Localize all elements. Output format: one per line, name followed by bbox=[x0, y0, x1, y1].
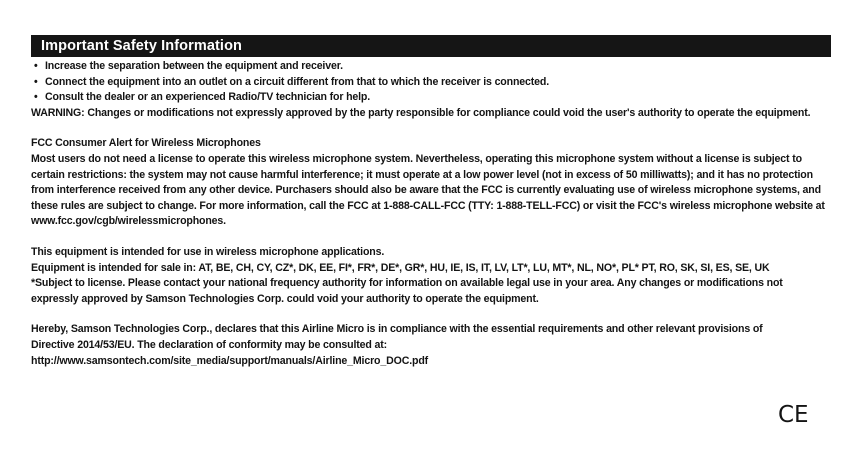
intended-use-line: This equipment is intended for use in wireless microphone applications. bbox=[31, 245, 385, 258]
list-item: • Connect the equipment into an outlet on a circuit different from that to which the receiver is connected. bbox=[31, 75, 831, 91]
warning-paragraph: WARNING: Changes or modifications not expressly approved by the party responsible for compliance could void the user's authority to operate the equipment. bbox=[31, 106, 811, 119]
declaration-text: Hereby, Samson Technologies Corp., declares that this Airline Micro is in compliance with the essential requirements and other relevant provisions of Directive 2014/53/EU. The declaration of conformity may be consulted at: bbox=[31, 323, 763, 351]
ce-mark-icon: CE bbox=[778, 402, 809, 428]
fcc-alert-body: Most users do not need a license to operate this wireless microphone system. Nevertheless, operating this microphone system without a license is subject to certain restrictions: the system may not cause harmful interference; it must operate at a low power level (not in excess of 50 milliwatts); and it has no protection from interference received from any other device. Purchasers should also be aware that the FCC is currently evaluating use of wireless microphone systems, and these rules are subject to change. For more information, call the FCC at 1-888-CALL-FCC (TTY: 1-888-TELL-FCC) or visit the FCC's wireless microphone website at www.fcc.gov/cgb/wirelessmicrophones. bbox=[31, 152, 825, 228]
list-item: • Increase the separation between the equipment and receiver. bbox=[31, 59, 831, 75]
section-title-bar bbox=[31, 35, 831, 57]
section-title: Important Safety Information bbox=[41, 38, 242, 54]
declaration-section bbox=[31, 322, 771, 369]
declaration-url[interactable]: http://www.samsontech.com/site_media/support/manuals/Airline_Micro_DOC.pdf bbox=[31, 354, 429, 367]
safety-content bbox=[31, 59, 831, 369]
sale-countries-line: Equipment is intended for sale in: AT, BE, CH, CY, CZ*, DK, EE, FI*, FR*, DE*, GR*, HU, IE, IS, IT, LV, LT*, LU, MT*, NL, NO*, PL* PT, RO, SK, SI, ES, SE, UK bbox=[31, 261, 770, 274]
interference-tips-list bbox=[31, 59, 831, 106]
intended-use-section bbox=[31, 245, 831, 307]
list-item: • Consult the dealer or an experienced Radio/TV technician for help. bbox=[31, 90, 831, 106]
fcc-alert-heading: FCC Consumer Alert for Wireless Microphones bbox=[31, 137, 261, 150]
fcc-alert-section bbox=[31, 136, 831, 230]
license-note: *Subject to license. Please contact your national frequency authority for information on available legal use in your area. Any changes or modifications not expressly approved by Samson Technologies Corp. could void your authority to operate the equipment. bbox=[31, 277, 783, 305]
